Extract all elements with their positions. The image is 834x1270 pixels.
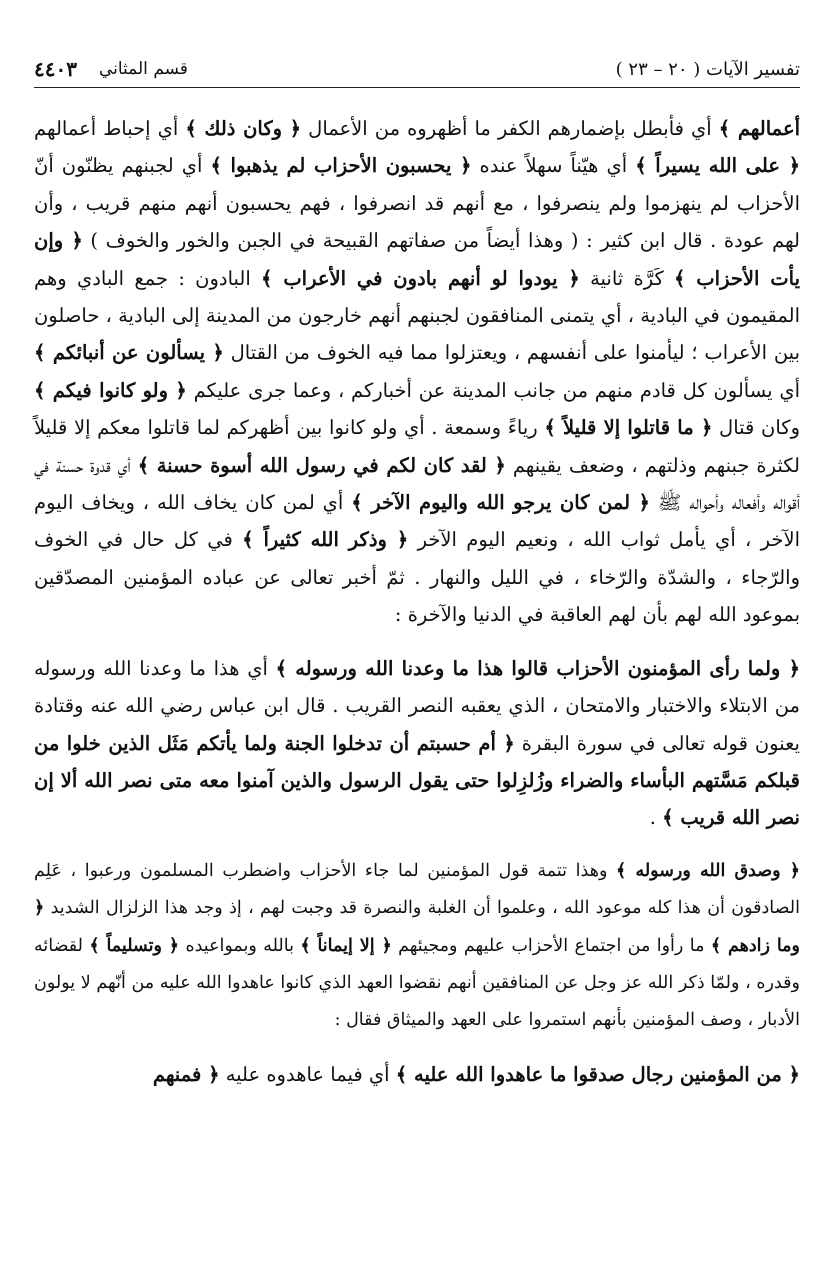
section-name: قسم المثاني	[98, 59, 188, 79]
commentary-text: أي إحباط أعمالهم	[34, 117, 186, 140]
commentary-text: أي هذا ما وعدنا الله ورسوله من الابتلاء والاختبار والامتحان ، الذي يعقبه النصر القريب . قال ابن عباس رضي الله عنه وقتادة يعنون قوله تعالى في سورة البقرة	[34, 656, 800, 755]
commentary-text: في كل حال في الخوف والرّجاء ، والشدّة والرّخاء ، في الليل والنهار . ثمّ أخبر تعالى عن عباده المؤمنين المصدّقين بموعود الله لهم بأن لهم العاقبة في الدنيا والآخرة :	[34, 528, 800, 627]
commentary-text: لقضائه وقدره ، ولمّا ذكر الله عز وجل عن المنافقين أنهم نقضوا العهد الذي كانوا عاهدوا الله عليه من أنّهم لا يولون الأدبار ، وصف المؤمنين بأنهم استمروا على العهد والميثاق فقال :	[34, 935, 800, 1031]
paragraph	[34, 650, 800, 837]
commentary-text: أي لجبنهم يظنّون أنّ الأحزاب لم ينهزموا ولم ينصرفوا ، مع أنهم قد انصرفوا ، فهم يحسبون أنهم منهم قريب ، وأن لهم عودة . قال ابن كثير : ( وهذا أيضاً من صفاتهم القبيحة في الجبن والخور والخوف )	[34, 154, 800, 253]
quran-verse: ﴿ وإن يأت الأحزاب ﴾	[34, 229, 801, 290]
quran-verse: ﴿ على الله يسيراً ﴾	[635, 154, 801, 178]
commentary-text: كَرَّة ثانية	[579, 266, 675, 290]
quran-verse: ﴿ يسألون عن أنبائكم ﴾	[34, 341, 224, 365]
commentary-text: أي فيما عاهدوه عليه	[219, 1062, 396, 1086]
tafsir-body	[34, 110, 800, 1093]
commentary-text: .	[649, 806, 663, 830]
commentary-text: أي قدوة حسنة في أقواله وأفعاله وأحواله ﷺ	[34, 453, 800, 515]
commentary-text: ما رأوا من اجتماع الأحزاب عليهم ومجيئهم	[391, 935, 711, 956]
quran-verse: ﴿ لقد كان لكم في رسول الله أسوة حسنة ﴾	[137, 453, 506, 477]
quran-verse: ﴿ وذكر الله كثيراً ﴾	[242, 528, 409, 552]
quran-verse: ﴿ إلا إيماناً ﴾	[300, 935, 392, 956]
commentary-text: أي هيّناً سهلاً عنده	[471, 154, 636, 178]
header-left-group	[34, 57, 188, 81]
quran-verse: ﴿ ما قاتلوا إلا قليلاً ﴾	[544, 416, 713, 440]
paragraph	[34, 110, 800, 634]
quran-verse: ﴿ وتسليماً ﴾	[89, 935, 180, 956]
quran-verse: ﴿ يحسبون الأحزاب لم يذهبوا ﴾	[210, 154, 472, 178]
header-rule	[34, 87, 800, 88]
quran-verse: ﴿ يودوا لو أنهم بادون في الأعراب ﴾	[261, 266, 580, 290]
commentary-text: أي فأبطل بإضمارهم الكفر ما أظهروه من الأعمال	[301, 117, 719, 140]
quran-verse: ﴿ من المؤمنين رجال صدقوا ما عاهدوا الله عليه ﴾	[395, 1062, 800, 1086]
commentary-text: وهذا تتمة قول المؤمنين لما جاء الأحزاب واضطرب المسلمون ورعبوا ، عَلِم الصادقون أن هذا كله موعود الله ، وعلموا أن الغلبة والنصرة قد وجبت لهم ، إذ وجد هذا الزلزال الشديد	[34, 860, 800, 919]
commentary-text: وكان قتال	[712, 416, 800, 440]
running-title: تفسير الآيات ( ٢٠ – ٢٣ )	[615, 58, 800, 80]
quran-verse: ﴿ وما زادهم ﴾	[34, 898, 800, 956]
commentary-text: أي لمن كان يخاف الله ، ويخاف اليوم الآخر ، أي يأمل ثواب الله ، ونعيم اليوم الآخر	[34, 491, 801, 552]
page-header	[34, 54, 800, 84]
quran-verse: ﴿ وكان ذلك ﴾	[185, 117, 302, 140]
paragraph	[34, 1056, 800, 1093]
quran-verse: ﴿ ولما رأى المؤمنون الأحزاب قالوا هذا ما وعدنا الله ورسوله ﴾	[275, 656, 801, 680]
quran-verse: أعمالهم ﴾	[718, 117, 801, 140]
commentary-text: أي يسألون كل قادم منهم من جانب المدينة عن أخباركم ، وعما جرى عليكم	[186, 378, 800, 402]
page-number: ٤٤٠٣	[34, 57, 77, 81]
quran-verse: ﴿ ولو كانوا فيكم ﴾	[34, 378, 187, 402]
paragraph	[34, 853, 800, 1040]
quran-verse: ﴿ لمن كان يرجو الله واليوم الآخر ﴾	[351, 491, 650, 515]
commentary-text: بالله وبمواعيده	[179, 935, 301, 956]
quran-verse: ﴿ أم حسبتم أن تدخلوا الجنة ولما يأتكم مَثَل الذين خلوا من قبلكم مَسَّتهم البأساء والضراء وزُلزِلوا حتى يقول الرسول والذين آمنوا معه متى نصر الله ألا إن نصر الله قريب ﴾	[34, 731, 800, 830]
commentary-text: البادون : جمع البادي وهم المقيمون في البادية ، أي يتمنى المنافقون لجبنهم أنهم خارجون من المدينة إلى البادية ، حاصلون بين الأعراب ؛ ليأمنوا على أنفسهم ، ويعتزلوا مما فيه الخوف من القتال	[33, 266, 800, 365]
commentary-text: رياءً وسمعة . أي ولو كانوا بين أظهركم لما قاتلوا معكم إلا قليلاً لكثرة جبنهم وذلتهم ، وضعف يقينهم	[34, 416, 800, 477]
quran-verse: ﴿ وصدق الله ورسوله ﴾	[616, 860, 800, 881]
quran-verse: ﴿ فمنهم	[152, 1062, 220, 1086]
